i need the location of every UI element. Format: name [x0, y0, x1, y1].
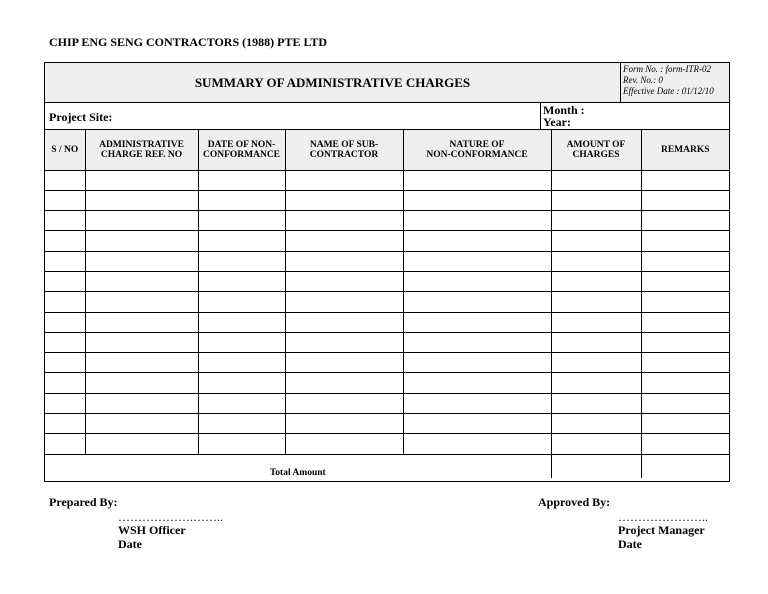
cell-amount[interactable]	[551, 251, 641, 271]
cell-date[interactable]	[198, 251, 285, 271]
cell-remarks[interactable]	[641, 231, 729, 251]
approved-by-label: Approved By:	[538, 495, 611, 509]
prepared-date-label: Date	[118, 537, 142, 551]
cell-date[interactable]	[198, 211, 285, 231]
cell-amount[interactable]	[551, 373, 641, 393]
cell-nature[interactable]	[403, 353, 551, 373]
table-row	[45, 393, 729, 413]
cell-remarks[interactable]	[641, 271, 729, 291]
total-remarks-cell[interactable]	[641, 454, 729, 478]
cell-subcontractor[interactable]	[285, 434, 403, 454]
cell-nature[interactable]	[403, 271, 551, 291]
cell-remarks[interactable]	[641, 332, 729, 352]
cell-charge-ref[interactable]	[85, 211, 198, 231]
cell-sno[interactable]	[45, 211, 85, 231]
cell-charge-ref[interactable]	[85, 292, 198, 312]
cell-sno[interactable]	[45, 434, 85, 454]
table-row	[45, 434, 729, 454]
cell-subcontractor[interactable]	[285, 190, 403, 210]
cell-charge-ref[interactable]	[85, 271, 198, 291]
cell-remarks[interactable]	[641, 251, 729, 271]
form-meta-box	[620, 63, 730, 103]
cell-date[interactable]	[198, 170, 285, 190]
cell-subcontractor[interactable]	[285, 170, 403, 190]
cell-amount[interactable]	[551, 353, 641, 373]
cell-subcontractor[interactable]	[285, 211, 403, 231]
cell-charge-ref[interactable]	[85, 353, 198, 373]
cell-date[interactable]	[198, 292, 285, 312]
table-row	[45, 312, 729, 332]
table-row	[45, 231, 729, 251]
header-charge-ref: ADMINISTRATIVE CHARGE REF. NO	[85, 130, 198, 170]
header-amount: AMOUNT OF CHARGES	[551, 130, 641, 170]
total-amount-label: Total Amount	[45, 454, 551, 478]
cell-date[interactable]	[198, 414, 285, 434]
cell-charge-ref[interactable]	[85, 251, 198, 271]
cell-sno[interactable]	[45, 170, 85, 190]
cell-sno[interactable]	[45, 231, 85, 251]
prepared-by-label: Prepared By:	[49, 495, 118, 509]
cell-date[interactable]	[198, 332, 285, 352]
cell-sno[interactable]	[45, 332, 85, 352]
table-row	[45, 271, 729, 291]
month-year-cell	[540, 103, 731, 130]
cell-charge-ref[interactable]	[85, 231, 198, 251]
table-row	[45, 353, 729, 373]
cell-subcontractor[interactable]	[285, 292, 403, 312]
header-sno: S / NO	[45, 130, 85, 170]
cell-subcontractor[interactable]	[285, 373, 403, 393]
total-row	[45, 454, 729, 478]
project-site-label: Project Site:	[49, 110, 113, 124]
cell-amount[interactable]	[551, 271, 641, 291]
cell-date[interactable]	[198, 434, 285, 454]
cell-sno[interactable]	[45, 312, 85, 332]
effective-date: Effective Date : 01/12/10	[623, 86, 714, 96]
header-remarks: REMARKS	[641, 130, 729, 170]
approved-role: Project Manager	[618, 523, 705, 537]
cell-nature[interactable]	[403, 414, 551, 434]
cell-remarks[interactable]	[641, 393, 729, 413]
cell-remarks[interactable]	[641, 190, 729, 210]
charges-form	[44, 62, 730, 482]
cell-nature[interactable]	[403, 292, 551, 312]
year-label: Year:	[543, 115, 571, 129]
cell-sno[interactable]	[45, 393, 85, 413]
cell-sno[interactable]	[45, 373, 85, 393]
cell-subcontractor[interactable]	[285, 393, 403, 413]
cell-charge-ref[interactable]	[85, 170, 198, 190]
table-row	[45, 373, 729, 393]
table-row	[45, 332, 729, 352]
cell-amount[interactable]	[551, 414, 641, 434]
approved-signature-line: …………………..	[618, 510, 708, 524]
cell-subcontractor[interactable]	[285, 271, 403, 291]
cell-amount[interactable]	[551, 231, 641, 251]
cell-sno[interactable]	[45, 292, 85, 312]
table-row	[45, 414, 729, 434]
prepared-role: WSH Officer	[118, 523, 186, 537]
cell-date[interactable]	[198, 190, 285, 210]
cell-charge-ref[interactable]	[85, 434, 198, 454]
form-number: Form No. : form-ITR-02	[623, 64, 711, 74]
cell-sno[interactable]	[45, 414, 85, 434]
table-row	[45, 251, 729, 271]
cell-date[interactable]	[198, 393, 285, 413]
cell-nature[interactable]	[403, 312, 551, 332]
cell-amount[interactable]	[551, 292, 641, 312]
cell-subcontractor[interactable]	[285, 414, 403, 434]
cell-charge-ref[interactable]	[85, 312, 198, 332]
cell-amount[interactable]	[551, 332, 641, 352]
table-row	[45, 292, 729, 312]
cell-nature[interactable]	[403, 170, 551, 190]
cell-remarks[interactable]	[641, 353, 729, 373]
project-site-row	[45, 103, 729, 130]
cell-remarks[interactable]	[641, 312, 729, 332]
table-row	[45, 170, 729, 190]
prepared-signature-line: ……………….……..	[118, 510, 223, 524]
cell-amount[interactable]	[551, 312, 641, 332]
form-title-row	[45, 63, 729, 103]
cell-nature[interactable]	[403, 332, 551, 352]
month-label: Month :	[543, 103, 585, 117]
header-nature: NATURE OF NON-CONFORMANCE	[403, 130, 551, 170]
form-title: SUMMARY OF ADMINISTRATIVE CHARGES	[194, 75, 471, 90]
cell-nature[interactable]	[403, 231, 551, 251]
cell-nature[interactable]	[403, 190, 551, 210]
cell-date[interactable]	[198, 231, 285, 251]
cell-date[interactable]	[198, 312, 285, 332]
cell-amount[interactable]	[551, 393, 641, 413]
cell-subcontractor[interactable]	[285, 251, 403, 271]
cell-sno[interactable]	[45, 353, 85, 373]
cell-amount[interactable]	[551, 190, 641, 210]
cell-nature[interactable]	[403, 251, 551, 271]
total-amount-cell[interactable]	[551, 454, 641, 478]
cell-nature[interactable]	[403, 211, 551, 231]
cell-remarks[interactable]	[641, 170, 729, 190]
table-header-row	[45, 130, 729, 170]
cell-date[interactable]	[198, 271, 285, 291]
cell-amount[interactable]	[551, 170, 641, 190]
header-date-nonconformance: DATE OF NON- CONFORMANCE	[198, 130, 285, 170]
table-row	[45, 190, 729, 210]
company-name: CHIP ENG SENG CONTRACTORS (1988) PTE LTD	[49, 35, 328, 49]
cell-nature[interactable]	[403, 434, 551, 454]
cell-subcontractor[interactable]	[285, 231, 403, 251]
cell-charge-ref[interactable]	[85, 414, 198, 434]
charges-table	[45, 130, 729, 478]
cell-remarks[interactable]	[641, 211, 729, 231]
cell-remarks[interactable]	[641, 414, 729, 434]
cell-date[interactable]	[198, 353, 285, 373]
cell-charge-ref[interactable]	[85, 393, 198, 413]
table-row	[45, 211, 729, 231]
cell-remarks[interactable]	[641, 292, 729, 312]
cell-remarks[interactable]	[641, 373, 729, 393]
cell-sno[interactable]	[45, 190, 85, 210]
cell-charge-ref[interactable]	[85, 373, 198, 393]
cell-amount[interactable]	[551, 434, 641, 454]
cell-subcontractor[interactable]	[285, 332, 403, 352]
cell-charge-ref[interactable]	[85, 190, 198, 210]
cell-charge-ref[interactable]	[85, 332, 198, 352]
cell-subcontractor[interactable]	[285, 312, 403, 332]
revision-number: Rev. No.: 0	[623, 75, 663, 85]
cell-nature[interactable]	[403, 373, 551, 393]
approved-date-label: Date	[618, 537, 642, 551]
cell-nature[interactable]	[403, 393, 551, 413]
cell-remarks[interactable]	[641, 434, 729, 454]
header-subcontractor: NAME OF SUB- CONTRACTOR	[285, 130, 403, 170]
cell-sno[interactable]	[45, 271, 85, 291]
cell-amount[interactable]	[551, 211, 641, 231]
cell-sno[interactable]	[45, 251, 85, 271]
cell-subcontractor[interactable]	[285, 353, 403, 373]
cell-date[interactable]	[198, 373, 285, 393]
